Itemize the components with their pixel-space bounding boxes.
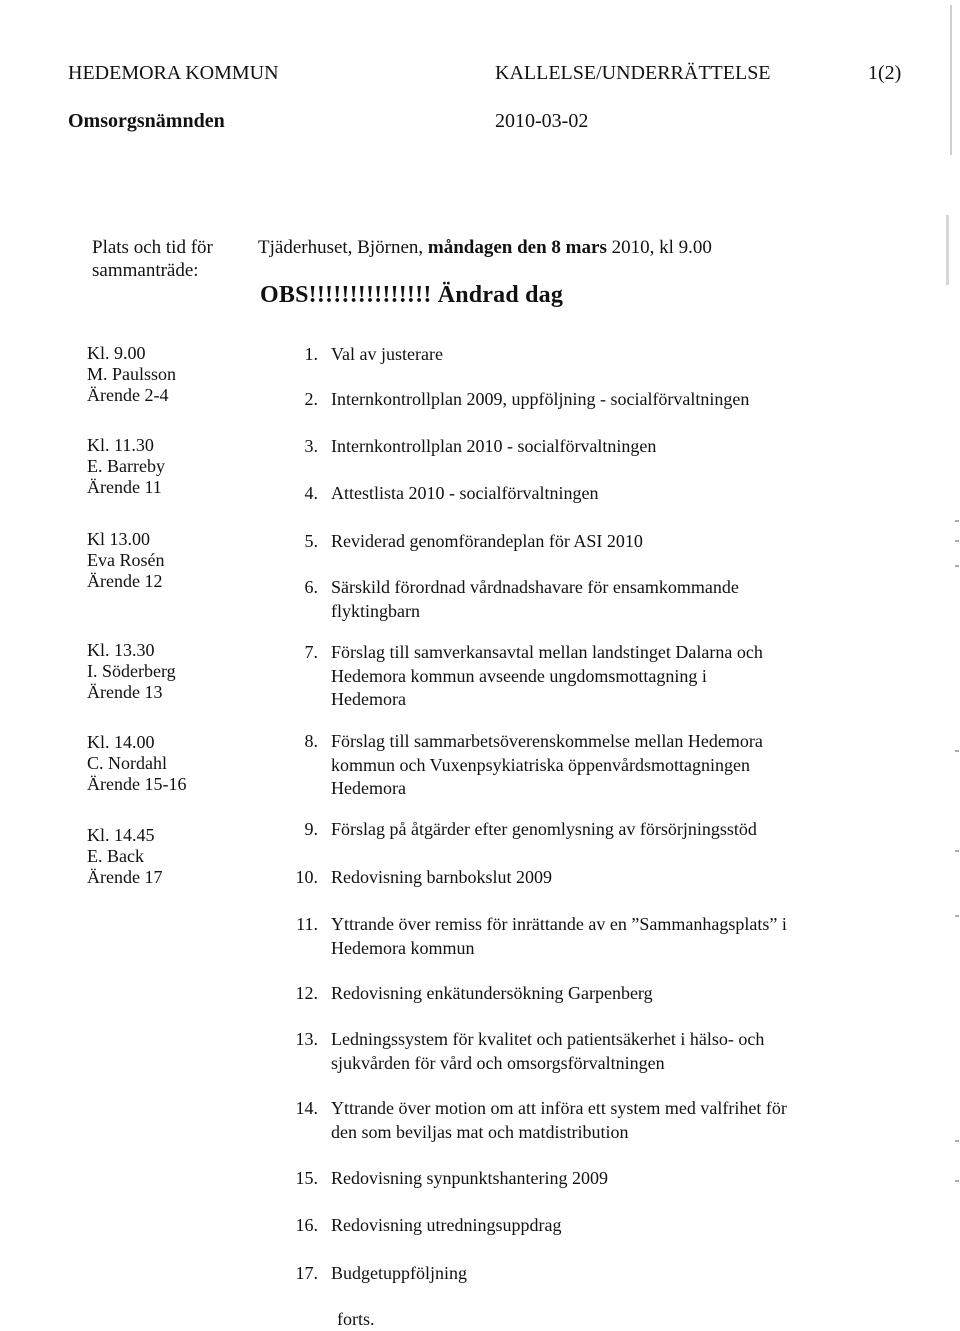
scan-edge-mark [955,1180,959,1182]
agenda-item-text [331,1262,467,1286]
scan-edge-mark [955,850,959,852]
agenda-item-line: Ledningssystem för kvalitet och patientsäkerhet i hälso- och [331,1029,765,1049]
agenda-item-line: Hedemora kommun [331,937,475,958]
agenda-item-line: Val av justerare [331,344,443,364]
schedule-time: Kl 13.00 [87,529,150,549]
agenda-item-text [331,818,757,842]
agenda-item-line: Hedemora [331,689,406,709]
agenda-item-number: 12. [295,983,318,1003]
agenda-item-number: 2. [304,389,318,409]
scan-edge-mark [955,750,959,752]
agenda-item-text [331,866,552,890]
agenda-item-number: 4. [304,483,318,503]
agenda-item-text [331,730,763,801]
agenda-item-line: kommun och Vuxenpsykiatriska öppenvårdsmottagningen [331,754,751,775]
place-time-suffix: 2010, kl 9.00 [606,237,712,258]
schedule-time: Kl. 11.30 [87,435,154,455]
scan-edge-mark [955,565,959,567]
agenda-item-number: 11. [296,914,318,934]
schedule-time: Kl. 9.00 [87,343,146,363]
agenda-item-number: 5. [304,531,318,551]
agenda-item-text [331,435,656,459]
schedule-person: I. Söderberg [87,661,176,681]
page-number: 1(2) [868,62,902,84]
schedule-person: E. Barreby [87,456,165,476]
schedule-time: Kl. 14.00 [87,732,155,752]
agenda-item-number: 14. [295,1098,318,1118]
place-time-prefix: Tjäderhuset, Björnen, [258,237,428,258]
agenda-item-line: Förslag till sammarbetsöverenskommelse mellan Hedemora [331,731,763,751]
agenda-item-line: Attestlista 2010 - socialförvaltningen [331,483,599,503]
meeting-label-line2: sammanträde: [92,260,199,281]
agenda-item-number: 1. [304,344,318,364]
agenda-item-line: flyktingbarn [331,600,420,621]
agenda-item-text [331,482,598,506]
scan-edge-mark [950,5,952,155]
agenda-item-text [331,641,763,712]
schedule-time: Kl. 13.30 [87,640,155,660]
schedule-person: E. Back [87,846,144,866]
schedule-entry [87,435,165,498]
agenda-item-number: 9. [304,819,318,839]
agenda-item-number: 6. [304,577,318,597]
agenda-item-text [331,1097,787,1144]
municipality-name: HEDEMORA KOMMUN [68,62,279,84]
scan-edge-mark [946,215,949,285]
changed-date-notice: OBS!!!!!!!!!!!!!!! Ändrad dag [260,282,564,308]
schedule-cases: Ärende 2-4 [87,385,169,405]
scan-edge-mark [955,915,959,917]
agenda-item-number: 13. [295,1029,318,1049]
schedule-time: Kl. 14.45 [87,825,155,845]
scan-edge-mark [955,1140,959,1142]
agenda-item-text [331,1028,764,1075]
scan-edge-mark [955,520,959,522]
agenda-item-number: 17. [295,1263,318,1283]
agenda-item-line: Internkontrollplan 2009, uppföljning - socialförvaltningen [331,389,750,409]
schedule-entry [87,640,176,703]
meeting-place-time [258,236,712,259]
agenda-item-text [331,982,653,1006]
agenda-item-text [331,1214,561,1238]
agenda-item-line: Hedemora kommun avseende ungdomsmottagning i [331,665,707,686]
agenda-item-text [331,388,749,412]
schedule-entry [87,732,186,795]
place-time-bold: måndagen den 8 mars [427,237,607,258]
agenda-item-number: 3. [304,436,318,456]
agenda-item-line: Särskild förordnad vårdnadshavare för ensamkommande [331,577,739,597]
schedule-cases: Ärende 15-16 [87,774,187,794]
agenda-item-number: 7. [304,642,318,662]
agenda-item-line: Reviderad genomförandeplan för ASI 2010 [331,531,643,551]
agenda-item-line: Förslag till samverkansavtal mellan landstinget Dalarna och [331,642,763,662]
agenda-item-line: Redovisning barnbokslut 2009 [331,867,552,887]
agenda-item-line: Internkontrollplan 2010 - socialförvaltningen [331,436,657,456]
schedule-person: C. Nordahl [87,753,167,773]
agenda-item-line: Redovisning enkätundersökning Garpenberg [331,983,653,1003]
agenda-item-number: 16. [295,1215,318,1235]
agenda-item-text [331,343,443,367]
continued-note: forts. [337,1309,375,1329]
agenda-item-line: Redovisning synpunktshantering 2009 [331,1168,608,1188]
agenda-item-line: Hedemora [331,778,406,798]
meeting-label-line1: Plats och tid för [92,237,213,258]
agenda-item-line: Yttrande över remiss för inrättande av en ”Sammanhagsplats” i [331,914,787,934]
schedule-entry [87,825,162,888]
agenda-item-line: Budgetuppföljning [331,1263,467,1283]
scan-edge-mark [955,540,959,542]
agenda-item-text [331,530,643,554]
agenda-item-text [331,1167,608,1191]
agenda-item-line: den som beviljas mat och matdistribution [331,1121,629,1142]
agenda-item-text [331,913,787,960]
schedule-cases: Ärende 12 [87,571,163,591]
agenda-item-number: 8. [304,731,318,751]
agenda-item-line: Yttrande över motion om att införa ett system med valfrihet för [331,1098,787,1118]
schedule-cases: Ärende 17 [87,867,163,887]
agenda-item-line: Förslag på åtgärder efter genomlysning av försörjningsstöd [331,819,757,839]
schedule-entry [87,343,176,406]
agenda-item-line: sjukvården för vård och omsorgsförvaltningen [331,1052,665,1073]
document-date: 2010-03-02 [495,110,589,132]
committee-name: Omsorgsnämnden [68,110,225,132]
document-type: KALLELSE/UNDERRÄTTELSE [495,62,771,84]
schedule-cases: Ärende 11 [87,477,162,497]
meeting-label [92,236,213,282]
agenda-item-text [331,576,739,623]
schedule-person: Eva Rosén [87,550,165,570]
schedule-cases: Ärende 13 [87,682,163,702]
agenda-item-number: 10. [295,867,318,887]
schedule-person: M. Paulsson [87,364,177,384]
schedule-entry [87,529,164,592]
agenda-item-line: Redovisning utredningsuppdrag [331,1215,562,1235]
agenda-item-number: 15. [295,1168,318,1188]
